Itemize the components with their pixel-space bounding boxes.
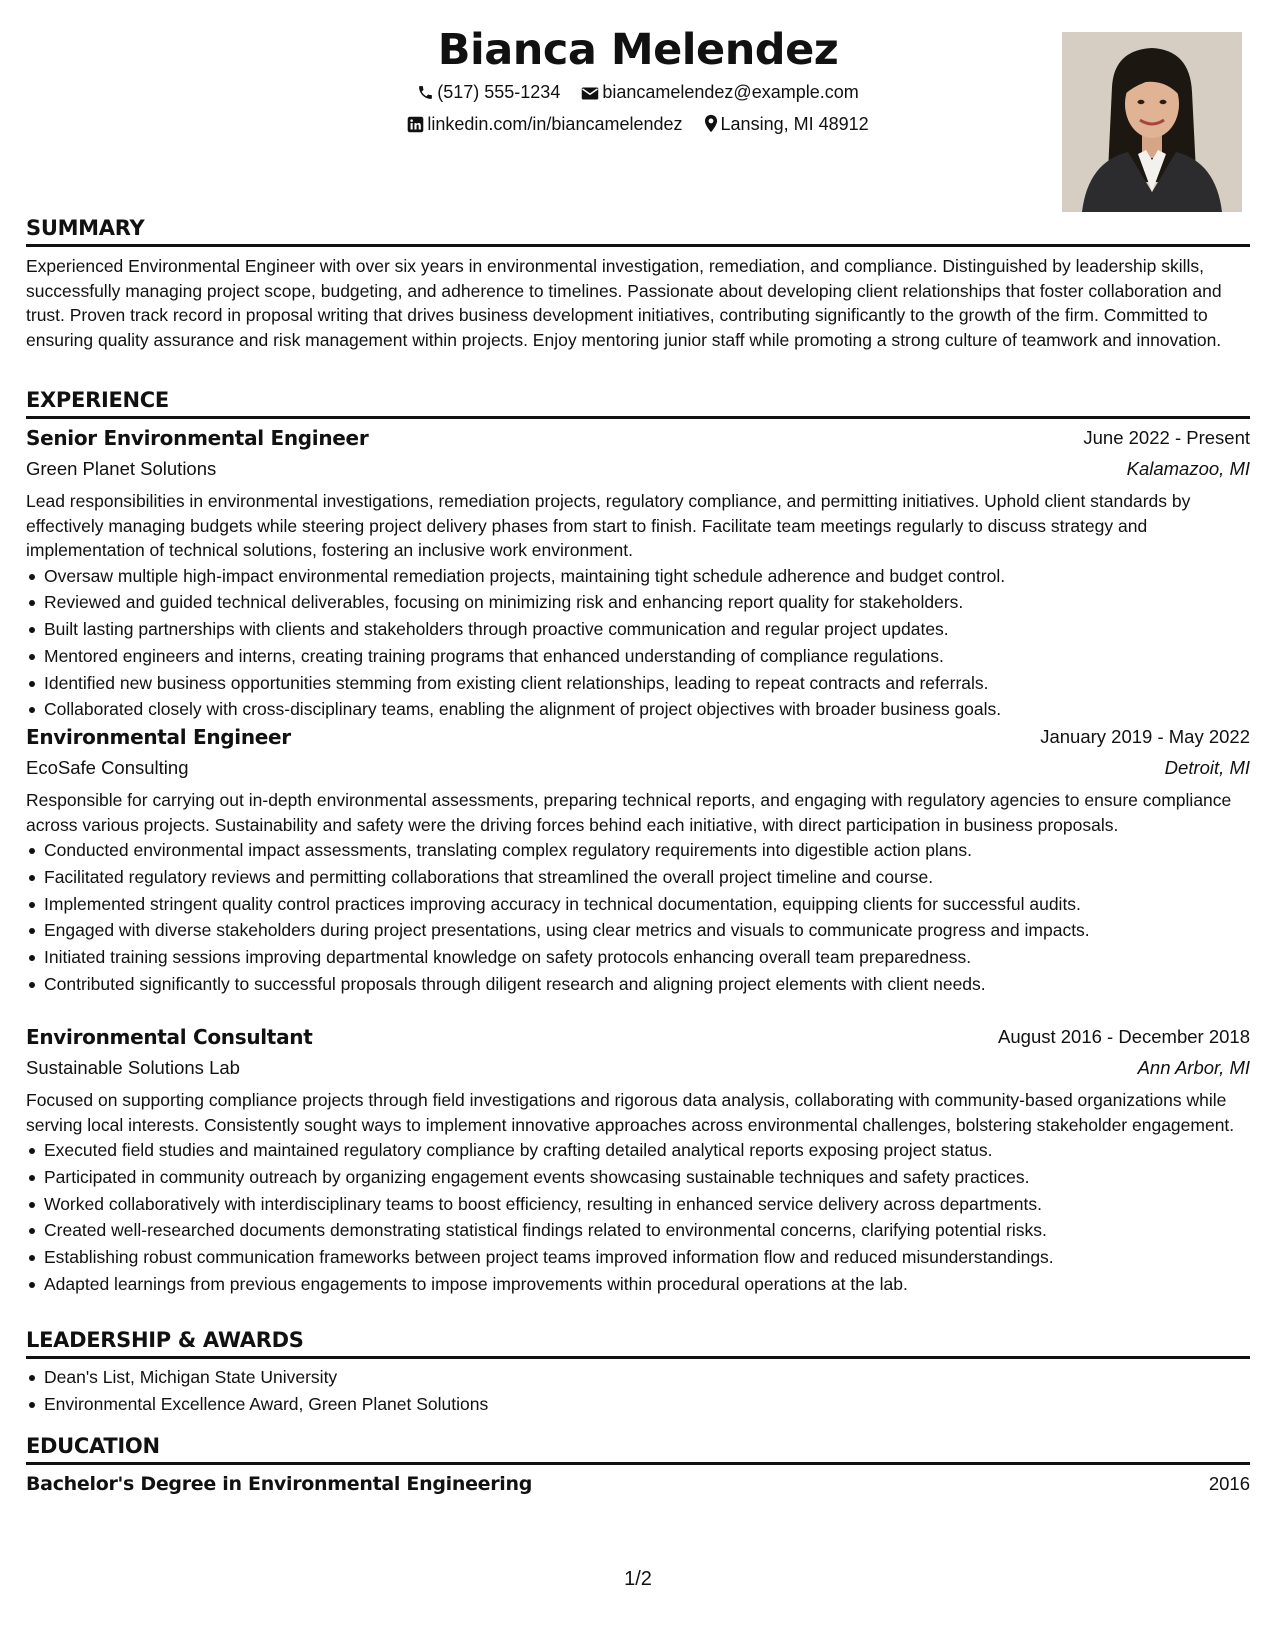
- job-company: EcoSafe Consulting: [26, 757, 189, 778]
- awards-list: [26, 1364, 1250, 1418]
- job-dates: June 2022 - Present: [1083, 427, 1250, 448]
- linkedin-icon: [407, 116, 424, 133]
- job-company: Sustainable Solutions Lab: [26, 1057, 240, 1078]
- resume-page: [26, 0, 1250, 1650]
- job-description: Lead responsibilities in environmental investigations, remediation projects, regulatory compliance, and permitting initiatives. Uphold client standards by effectively managing budgets while steering project delivery phases from start to finish. Facilitate team meetings regularly to discuss strategy and implementation of technical solutions, fostering an inclusive work environment.: [26, 491, 1191, 560]
- list-item: Initiated training sessions improving departmental knowledge on safety protocols enhancing overall team preparedness.: [44, 944, 1250, 971]
- contact-email[interactable]: [581, 80, 858, 104]
- list-item: Establishing robust communication frameworks between project teams improved information flow and reduced misunderstandings.: [44, 1244, 1250, 1271]
- candidate-name: Bianca Melendez: [437, 25, 839, 75]
- page-number: 1/2: [624, 1568, 652, 1590]
- job-dates: August 2016 - December 2018: [998, 1026, 1250, 1047]
- job-entry: [26, 423, 1250, 723]
- envelope-icon: [581, 86, 599, 101]
- list-item: Implemented stringent quality control practices improving accuracy in technical documentation, equipping clients for successful audits.: [44, 891, 1250, 918]
- map-pin-icon: [704, 114, 718, 133]
- list-item: Adapted learnings from previous engagements to impose improvements within procedural operations at the lab.: [44, 1271, 1250, 1298]
- location-text: Lansing, MI 48912: [720, 114, 869, 134]
- education-year: 2016: [1208, 1473, 1250, 1494]
- list-item: Executed field studies and maintained regulatory compliance by crafting detailed analytical reports exposing project status.: [44, 1137, 1250, 1164]
- list-item: Built lasting partnerships with clients and stakeholders through proactive communication and regular project updates.: [44, 616, 1250, 643]
- job-dates: January 2019 - May 2022: [1040, 726, 1250, 747]
- job-title: Environmental Consultant: [26, 1025, 313, 1049]
- list-item: Conducted environmental impact assessments, translating complex regulatory requirements into digestible action plans.: [44, 837, 1250, 864]
- education-heading: EDUCATION: [26, 1432, 1250, 1465]
- list-item: Participated in community outreach by organizing engagement events showcasing sustainable techniques and safety practices.: [44, 1164, 1250, 1191]
- job-title: Environmental Engineer: [26, 725, 291, 749]
- job-bullets: [26, 1137, 1250, 1298]
- list-item: Engaged with diverse stakeholders during project presentations, using clear metrics and visuals to communicate progress and impacts.: [44, 917, 1250, 944]
- education-degree: Bachelor's Degree in Environmental Engineering: [26, 1473, 533, 1495]
- contact-phone[interactable]: [417, 80, 560, 104]
- contact-location: [704, 112, 869, 136]
- job-bullets: [26, 563, 1250, 724]
- list-item: Dean's List, Michigan State University: [44, 1364, 1250, 1391]
- list-item: Created well-researched documents demonstrating statistical findings related to environmental concerns, clarifying potential risks.: [44, 1217, 1250, 1244]
- contact-linkedin[interactable]: [407, 112, 682, 136]
- education-entry: [26, 1470, 1250, 1498]
- profile-photo: [1062, 32, 1242, 212]
- list-item: Reviewed and guided technical deliverables, focusing on minimizing risk and enhancing report quality for stakeholders.: [44, 589, 1250, 616]
- job-location: Ann Arbor, MI: [1137, 1057, 1250, 1078]
- experience-heading: EXPERIENCE: [26, 386, 1250, 419]
- job-bullets: [26, 837, 1250, 998]
- job-entry: [26, 1022, 1250, 1298]
- awards-heading: LEADERSHIP & AWARDS: [26, 1326, 1250, 1359]
- list-item: Identified new business opportunities stemming from existing client relationships, leading to repeat contracts and referrals.: [44, 670, 1250, 697]
- list-item: Oversaw multiple high-impact environmental remediation projects, maintaining tight schedule adherence and budget control.: [44, 563, 1250, 590]
- email-text: biancamelendez@example.com: [602, 82, 859, 102]
- list-item: Worked collaboratively with interdisciplinary teams to boost efficiency, resulting in enhanced service delivery across departments.: [44, 1191, 1250, 1218]
- job-location: Detroit, MI: [1164, 757, 1250, 778]
- list-item: Contributed significantly to successful proposals through diligent research and aligning project elements with client needs.: [44, 971, 1250, 998]
- list-item: Environmental Excellence Award, Green Planet Solutions: [44, 1391, 1250, 1418]
- job-title: Senior Environmental Engineer: [26, 426, 369, 450]
- list-item: Collaborated closely with cross-disciplinary teams, enabling the alignment of project objectives with broader business goals.: [44, 696, 1250, 723]
- job-entry: [26, 722, 1250, 998]
- job-description: Responsible for carrying out in-depth environmental assessments, preparing technical reports, and engaging with regulatory agencies to ensure compliance across various projects. Sustainability and safety were the driving forces behind each initiative, with direct participation in business proposals.: [26, 790, 1232, 835]
- summary-text: Experienced Environmental Engineer with over six years in environmental investigation, remediation, and compliance. Distinguished by leadership skills, successfully managing project scope, budgeting, and adherence to timelines. Passionate about developing client relationships that foster collaboration and trust. Proven track record in proposal writing that drives business development initiatives, contributing significantly to the growth of the firm. Committed to ensuring quality assurance and risk management within projects. Enjoy mentoring junior staff while promoting a strong culture of teamwork and innovation.: [26, 256, 1222, 350]
- list-item: Facilitated regulatory reviews and permitting collaborations that streamlined the overall project timeline and course.: [44, 864, 1250, 891]
- list-item: Mentored engineers and interns, creating training programs that enhanced understanding of compliance regulations.: [44, 643, 1250, 670]
- resume-header: [26, 22, 1250, 212]
- summary-heading: SUMMARY: [26, 214, 1250, 247]
- job-company: Green Planet Solutions: [26, 458, 217, 479]
- job-description: Focused on supporting compliance projects through field investigations and rigorous data analysis, collaborating with community-based organizations while serving local interests. Consistently sought ways to implement innovative approaches across environmental challenges, bolstering stakeholder engagement.: [26, 1090, 1235, 1135]
- phone-icon: [417, 84, 434, 101]
- linkedin-text: linkedin.com/in/biancamelendez: [427, 114, 683, 134]
- job-location: Kalamazoo, MI: [1126, 458, 1250, 479]
- phone-text: (517) 555-1234: [437, 82, 561, 102]
